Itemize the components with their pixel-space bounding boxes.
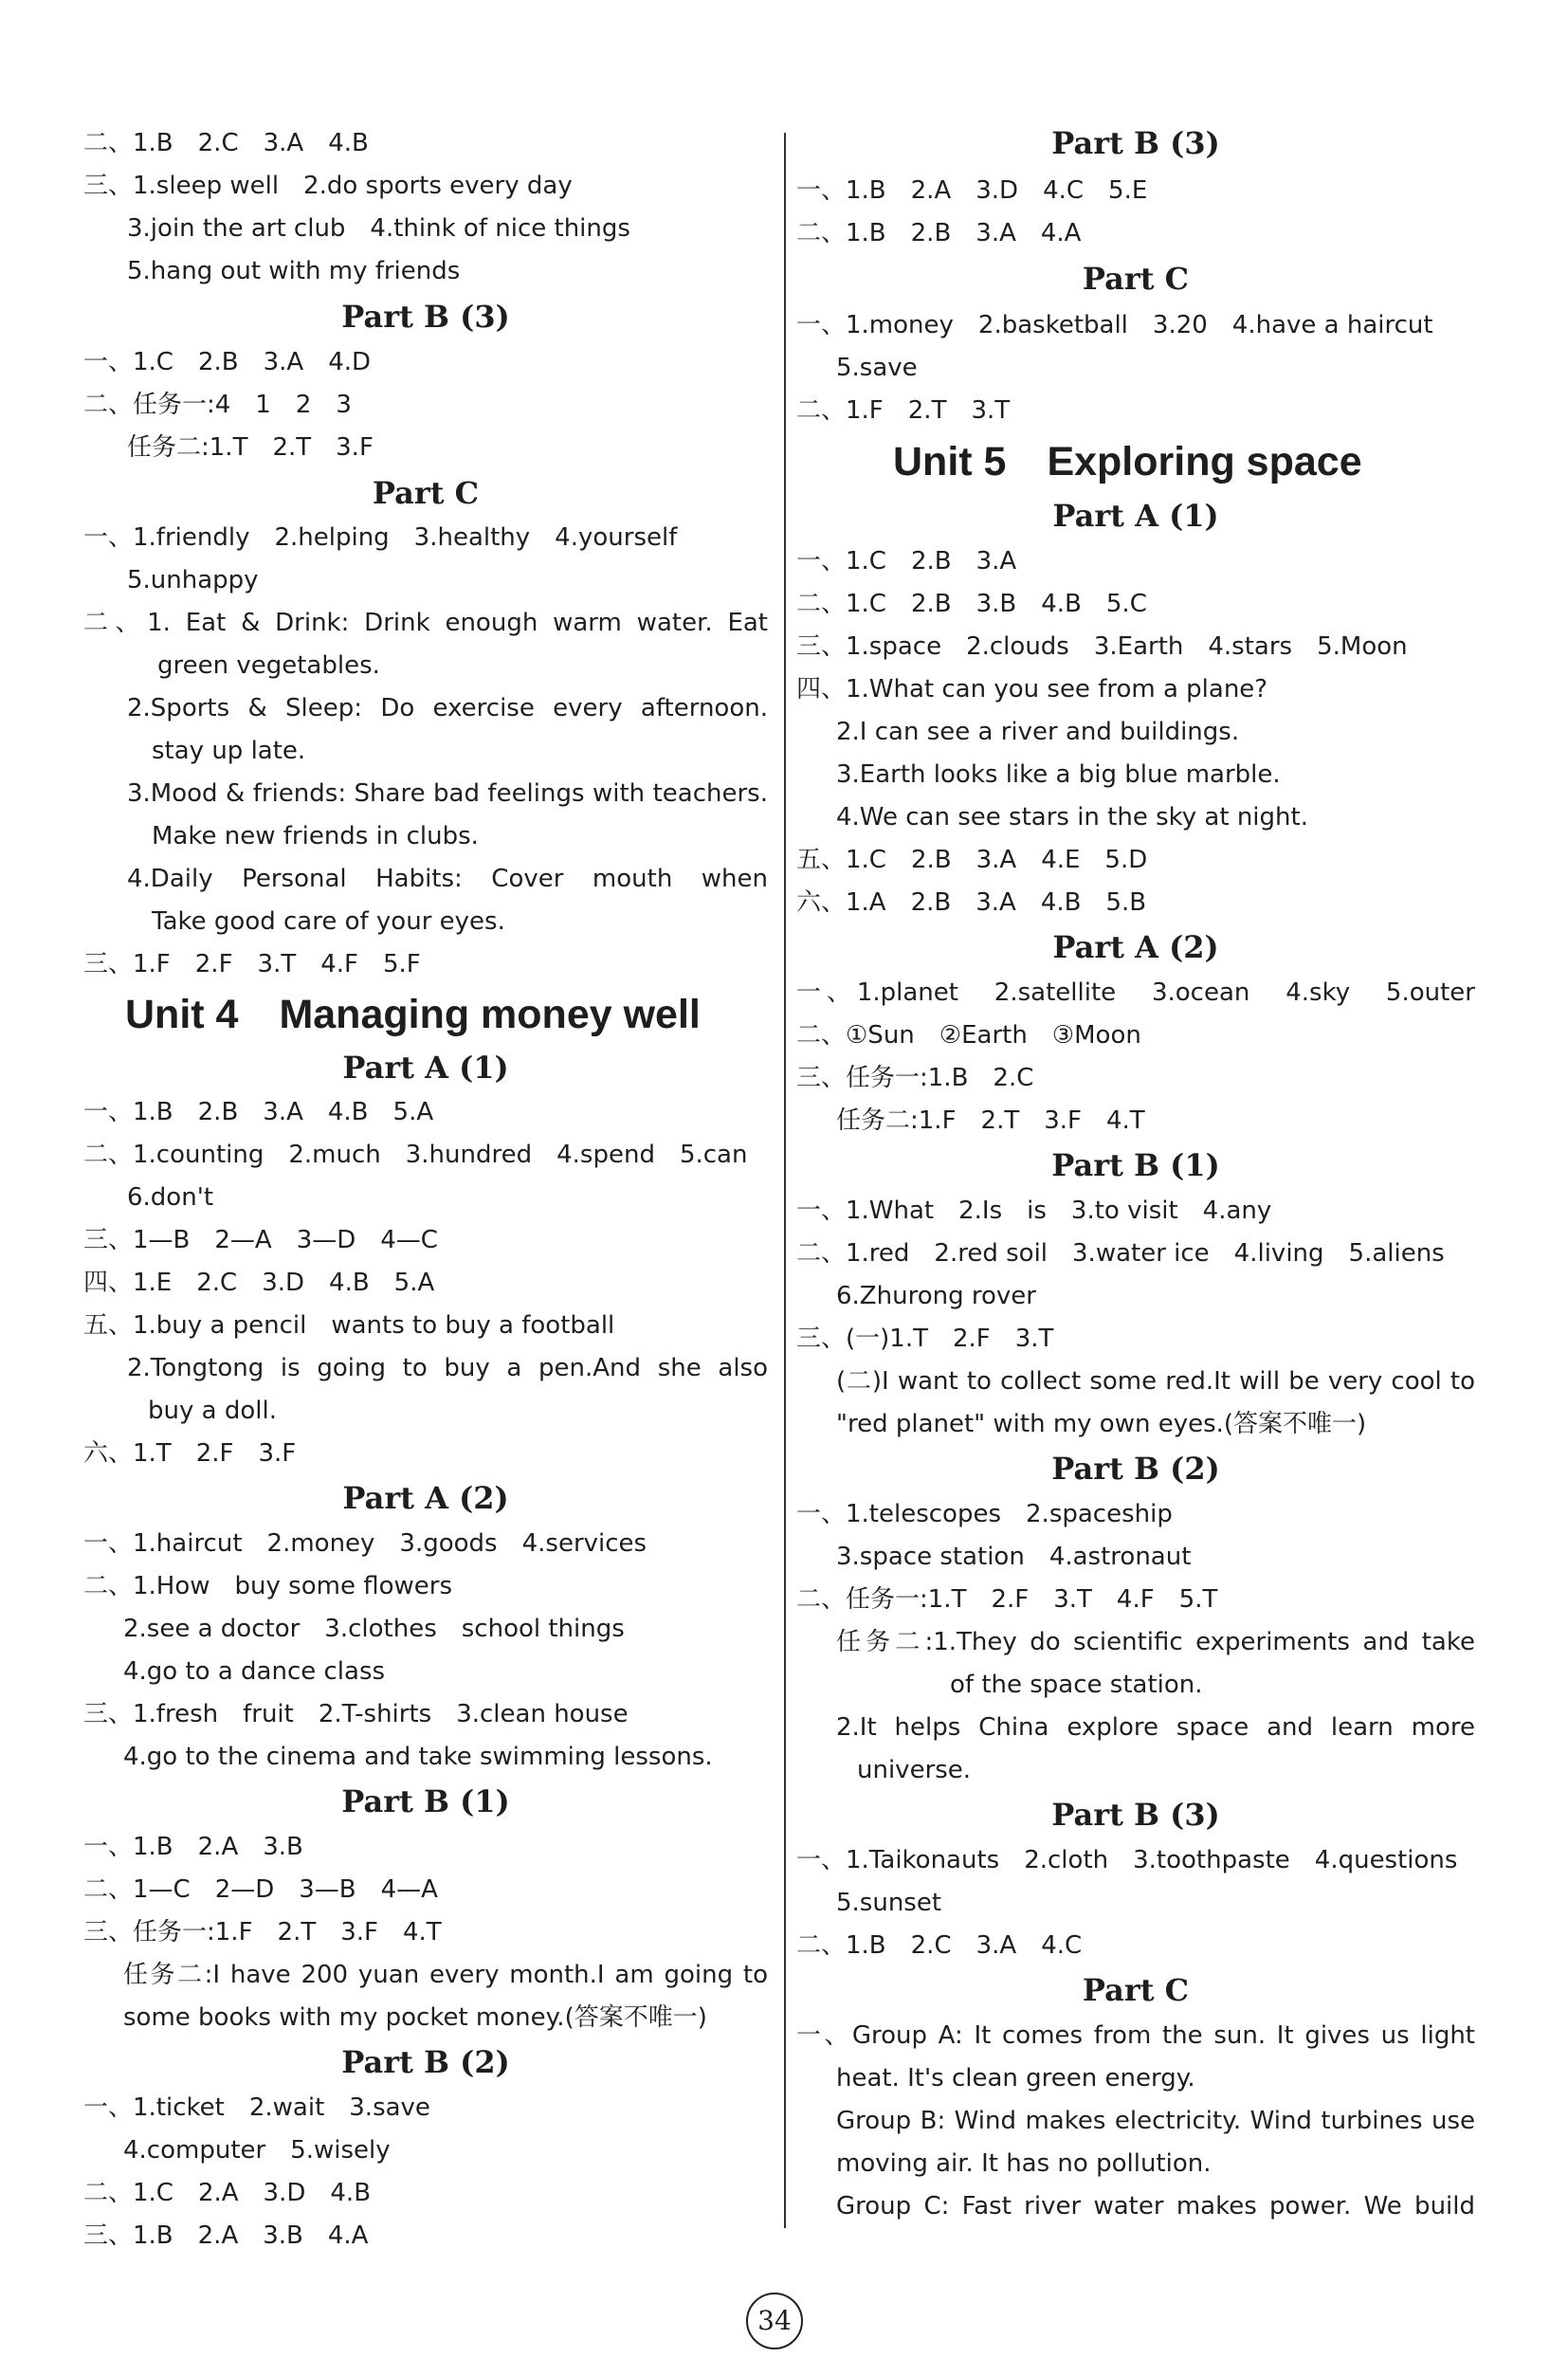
answer-line: Group B: Wind makes electricity. Wind turbines use: [836, 2107, 1475, 2135]
answer-line: 三、任务一:1.F 2.T 3.F 4.T: [83, 1918, 442, 1946]
answer-line: 2.see a doctor 3.clothes school things: [123, 1615, 625, 1643]
section-heading: Part C: [372, 475, 480, 511]
answer-line: green vegetables.: [157, 651, 380, 680]
answer-line: 任务二:1.T 2.T 3.F: [127, 433, 374, 462]
section-heading: Part A (1): [1052, 498, 1219, 534]
answer-line: 二、任务一:4 1 2 3: [83, 391, 352, 419]
answer-line: 一、1.ticket 2.wait 3.save: [83, 2093, 430, 2122]
answer-line: 5.sunset: [836, 1889, 942, 1917]
answer-line: 一、1.C 2.B 3.A 4.D: [83, 348, 372, 376]
section-heading: Part C: [1082, 261, 1190, 297]
section-heading: Part B (2): [341, 2044, 510, 2080]
answer-line: 一、1.B 2.A 3.B: [83, 1833, 303, 1861]
answer-line: 4.go to a dance class: [123, 1657, 386, 1686]
answer-line: 任务二:1.F 2.T 3.F 4.T: [836, 1106, 1145, 1135]
answer-line: 一、Group A: It comes from the sun. It gives us light: [796, 2021, 1475, 2050]
answer-line: 5.save: [836, 354, 918, 382]
answer-line: 4.go to the cinema and take swimming lessons.: [123, 1743, 713, 1771]
answer-line: universe.: [857, 1756, 972, 1784]
answer-line: 4.computer 5.wisely: [123, 2136, 391, 2165]
answer-line: 4.Daily Personal Habits: Cover mouth when: [127, 865, 768, 893]
answer-line: 5.unhappy: [127, 566, 259, 594]
answer-line: some books with my pocket money.(答案不唯一): [123, 2003, 707, 2032]
section-heading: Part A (1): [342, 1050, 509, 1086]
answer-line: 二、1.B 2.B 3.A 4.A: [796, 219, 1082, 247]
answer-line: buy a doll.: [148, 1397, 277, 1425]
answer-line: 二、1—C 2—D 3—B 4—A: [83, 1875, 438, 1904]
answer-line: 6.Zhurong rover: [836, 1282, 1036, 1310]
answer-line: 二、1.F 2.T 3.T: [796, 396, 1011, 425]
answer-line: (二)I want to collect some red.It will be very cool to: [836, 1367, 1475, 1396]
answer-line: 四、1.What can you see from a plane?: [796, 675, 1268, 704]
answer-line: 3.Earth looks like a big blue marble.: [836, 760, 1281, 789]
answer-line: 3.join the art club 4.think of nice things: [127, 214, 630, 243]
answer-line: 三、1.sleep well 2.do sports every day: [83, 172, 573, 200]
answer-line: 任务二:I have 200 yuan every month.I am going to: [123, 1961, 768, 1989]
answer-line: 四、1.E 2.C 3.D 4.B 5.A: [83, 1269, 435, 1297]
answer-line: Make new friends in clubs.: [152, 822, 479, 850]
answer-line: 二、1.C 2.A 3.D 4.B: [83, 2179, 372, 2207]
answer-line: 一、1.money 2.basketball 3.20 4.have a haircut: [796, 311, 1433, 339]
answer-line: 三、1.B 2.A 3.B 4.A: [83, 2221, 369, 2250]
answer-line: 二、1. Eat & Drink: Drink enough warm water. Eat: [83, 609, 768, 637]
section-heading: Part B (3): [1051, 1797, 1220, 1833]
unit-title: Unit 4 Managing money well: [125, 992, 701, 1037]
answer-line: 五、1.buy a pencil wants to buy a football: [83, 1311, 615, 1340]
answer-line: moving air. It has no pollution.: [836, 2149, 1212, 2178]
answer-line: "red planet" with my own eyes.(答案不唯一): [836, 1410, 1367, 1438]
section-heading: Part B (2): [1051, 1451, 1220, 1487]
section-heading: Part A (2): [1052, 929, 1219, 965]
page-number: 34: [746, 2293, 803, 2349]
answer-line: 六、1.A 2.B 3.A 4.B 5.B: [796, 888, 1147, 917]
section-heading: Part A (2): [342, 1480, 509, 1516]
answer-line: 一、1.haircut 2.money 3.goods 4.services: [83, 1529, 647, 1558]
answer-line: 4.We can see stars in the sky at night.: [836, 803, 1308, 832]
section-heading: Part B (3): [341, 299, 510, 335]
answer-line: 三、任务一:1.B 2.C: [796, 1064, 1034, 1092]
answer-line: 二、1.red 2.red soil 3.water ice 4.living 5.aliens: [796, 1239, 1445, 1268]
answer-line: 二、1.B 2.C 3.A 4.C: [796, 1931, 1083, 1960]
answer-line: 2.Sports & Sleep: Do exercise every afternoon.: [127, 694, 768, 722]
answer-line: 3.space station 4.astronaut: [836, 1543, 1192, 1571]
section-heading: Part B (1): [1051, 1147, 1220, 1183]
answer-line: 三、(一)1.T 2.F 3.T: [796, 1325, 1054, 1353]
answer-line: Take good care of your eyes.: [152, 907, 505, 936]
answer-line: 2.It helps China explore space and learn more: [836, 1713, 1475, 1742]
answer-line: 一、1.B 2.A 3.D 4.C 5.E: [796, 176, 1148, 205]
answer-line: 二、1.How buy some flowers: [83, 1572, 452, 1600]
column-divider: [784, 133, 786, 2228]
answer-line: of the space station.: [950, 1671, 1203, 1699]
answer-line: 二、任务一:1.T 2.F 3.T 4.F 5.T: [796, 1585, 1218, 1614]
answer-line: 六、1.T 2.F 3.F: [83, 1439, 297, 1468]
answer-line: Group C: Fast river water makes power. We build: [836, 2192, 1475, 2221]
answer-line: 二、1.C 2.B 3.B 4.B 5.C: [796, 590, 1147, 618]
section-heading: Part C: [1082, 1972, 1190, 2008]
answer-line: 三、1.space 2.clouds 3.Earth 4.stars 5.Moon: [796, 632, 1408, 661]
answer-line: 一、1.What 2.Is is 3.to visit 4.any: [796, 1197, 1272, 1225]
answer-line: 2.I can see a river and buildings.: [836, 718, 1240, 746]
answer-line: 2.Tongtong is going to buy a pen.And she also: [127, 1354, 768, 1382]
answer-line: stay up late.: [152, 737, 306, 765]
answer-line: 一、1.friendly 2.helping 3.healthy 4.yourself: [83, 523, 678, 552]
answer-line: 任务二:1.They do scientific experiments and take: [836, 1628, 1475, 1656]
answer-line: 五、1.C 2.B 3.A 4.E 5.D: [796, 846, 1148, 874]
answer-line: 三、1.fresh fruit 2.T-shirts 3.clean house: [83, 1700, 629, 1728]
answer-line: 一、1.planet 2.satellite 3.ocean 4.sky 5.outer: [796, 978, 1475, 1007]
answer-line: 5.hang out with my friends: [127, 257, 461, 285]
answer-line: 一、1.C 2.B 3.A: [796, 547, 1017, 576]
answer-line: 三、1.F 2.F 3.T 4.F 5.F: [83, 950, 421, 978]
answer-line: 6.don't: [127, 1183, 214, 1212]
section-heading: Part B (1): [341, 1783, 510, 1819]
answer-line: heat. It's clean green energy.: [836, 2064, 1195, 2093]
answer-line: 一、1.Taikonauts 2.cloth 3.toothpaste 4.questions: [796, 1846, 1458, 1874]
answer-line: 一、1.B 2.B 3.A 4.B 5.A: [83, 1098, 434, 1126]
answer-line: 三、1—B 2—A 3—D 4—C: [83, 1226, 438, 1254]
unit-title: Unit 5 Exploring space: [893, 439, 1362, 484]
section-heading: Part B (3): [1051, 125, 1220, 161]
answer-line: 一、1.telescopes 2.spaceship: [796, 1500, 1173, 1528]
answer-line: 二、①Sun ②Earth ③Moon: [796, 1021, 1141, 1050]
answer-line: 二、1.counting 2.much 3.hundred 4.spend 5.can: [83, 1141, 748, 1169]
answer-line: 二、1.B 2.C 3.A 4.B: [83, 129, 369, 157]
answer-line: 3.Mood & friends: Share bad feelings with teachers.: [127, 779, 768, 808]
